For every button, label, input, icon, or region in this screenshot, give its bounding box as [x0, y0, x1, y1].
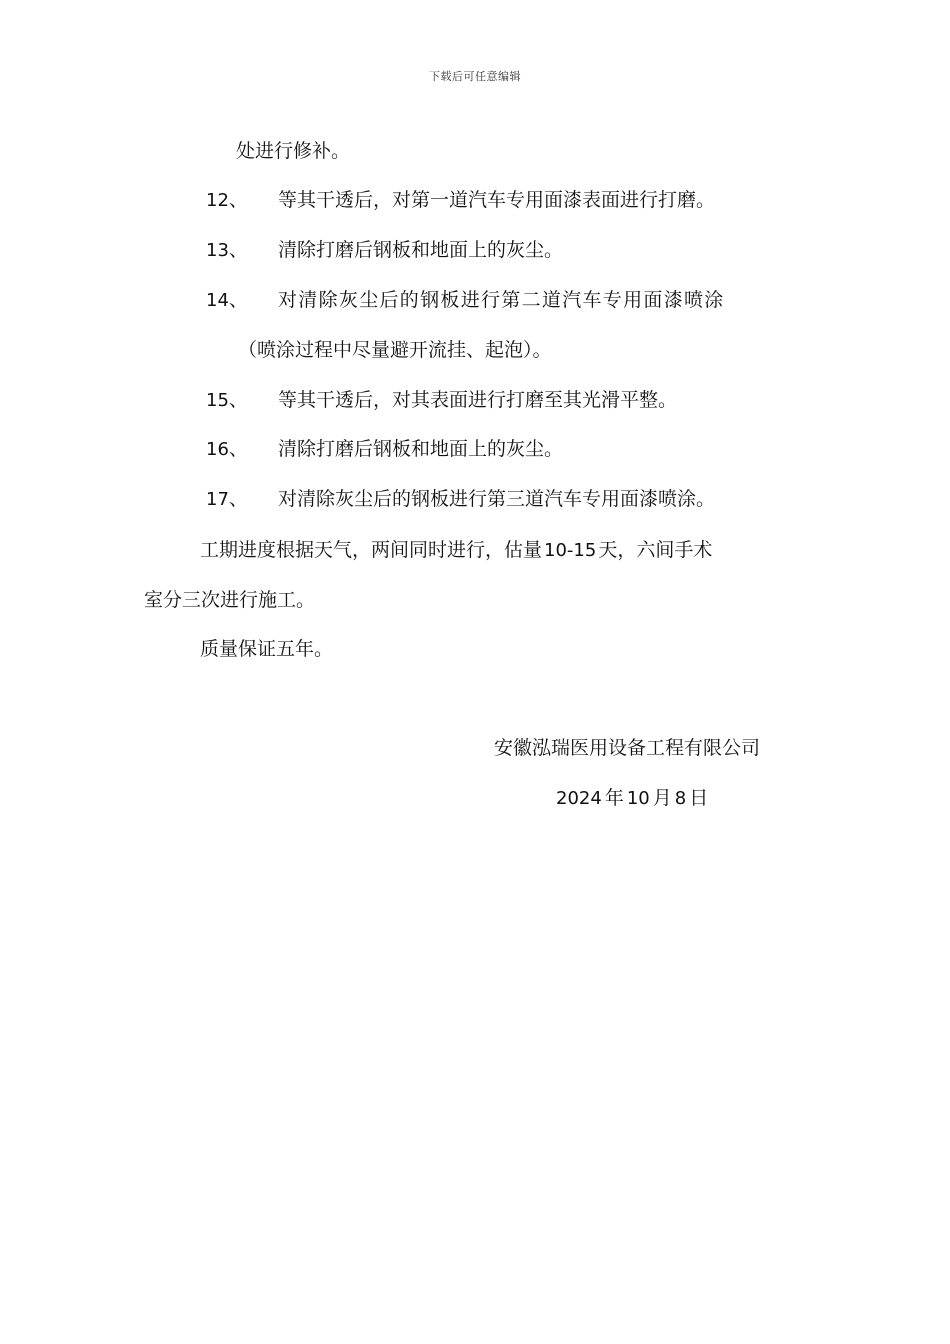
step-number — [206, 487, 248, 512]
warranty-text: 质量保证五年。 — [200, 638, 334, 660]
schedule-text-part1: 工期进度根据天气，两间同时进行，估量 — [200, 539, 543, 561]
schedule-text-part2: 天，六间手术 — [598, 539, 713, 561]
step-number-sep: 、 — [228, 438, 248, 460]
step-text: 清除打磨后钢板和地面上的灰尘。 — [278, 239, 564, 261]
step-number — [206, 388, 248, 413]
step-number-sep: 、 — [228, 189, 248, 211]
date-year: 2024 — [556, 788, 602, 809]
step-number-value: 12 — [206, 190, 229, 211]
step-text-continuation: （喷涂过程中尽量避开流挂、起泡）。 — [238, 339, 552, 361]
schedule-paragraph-line2: 室分三次进行施工。 — [144, 589, 316, 611]
step-number — [206, 437, 248, 462]
step-number — [206, 188, 248, 213]
date-month-unit: 月 — [652, 787, 672, 809]
step-number-value: 13 — [206, 240, 229, 261]
signature-date — [556, 786, 708, 811]
step-number-sep: 、 — [228, 389, 248, 411]
step-number-sep: 、 — [228, 488, 248, 510]
step-number-value: 17 — [206, 489, 229, 510]
schedule-range: 10-15 — [544, 540, 597, 561]
company-name: 安徽泓瑞医用设备工程有限公司 — [494, 737, 761, 759]
date-month: 10 — [626, 788, 650, 809]
schedule-paragraph-line1 — [200, 538, 712, 563]
date-day-unit: 日 — [689, 787, 709, 809]
step-number-value: 14 — [206, 290, 229, 311]
step-text: 对清除灰尘后的钢板进行第三道汽车专用面漆喷涂。 — [278, 488, 716, 510]
step-number-value: 15 — [206, 390, 229, 411]
header-note: 下载后可任意编辑 — [429, 70, 521, 83]
continued-line: 处进行修补。 — [236, 140, 351, 162]
date-day: 8 — [674, 788, 687, 809]
step-text: 等其干透后，对其表面进行打磨至其光滑平整。 — [278, 389, 678, 411]
step-number — [206, 238, 248, 263]
step-text: 等其干透后，对第一道汽车专用面漆表面进行打磨。 — [278, 189, 716, 211]
step-number-value: 16 — [206, 439, 229, 460]
step-text: 对清除灰尘后的钢板进行第二道汽车专用面漆喷涂 — [278, 289, 725, 311]
step-number-sep: 、 — [228, 239, 248, 261]
step-text: 清除打磨后钢板和地面上的灰尘。 — [278, 438, 564, 460]
date-year-unit: 年 — [604, 787, 624, 809]
step-number — [206, 288, 248, 313]
step-number-sep: 、 — [228, 289, 248, 311]
